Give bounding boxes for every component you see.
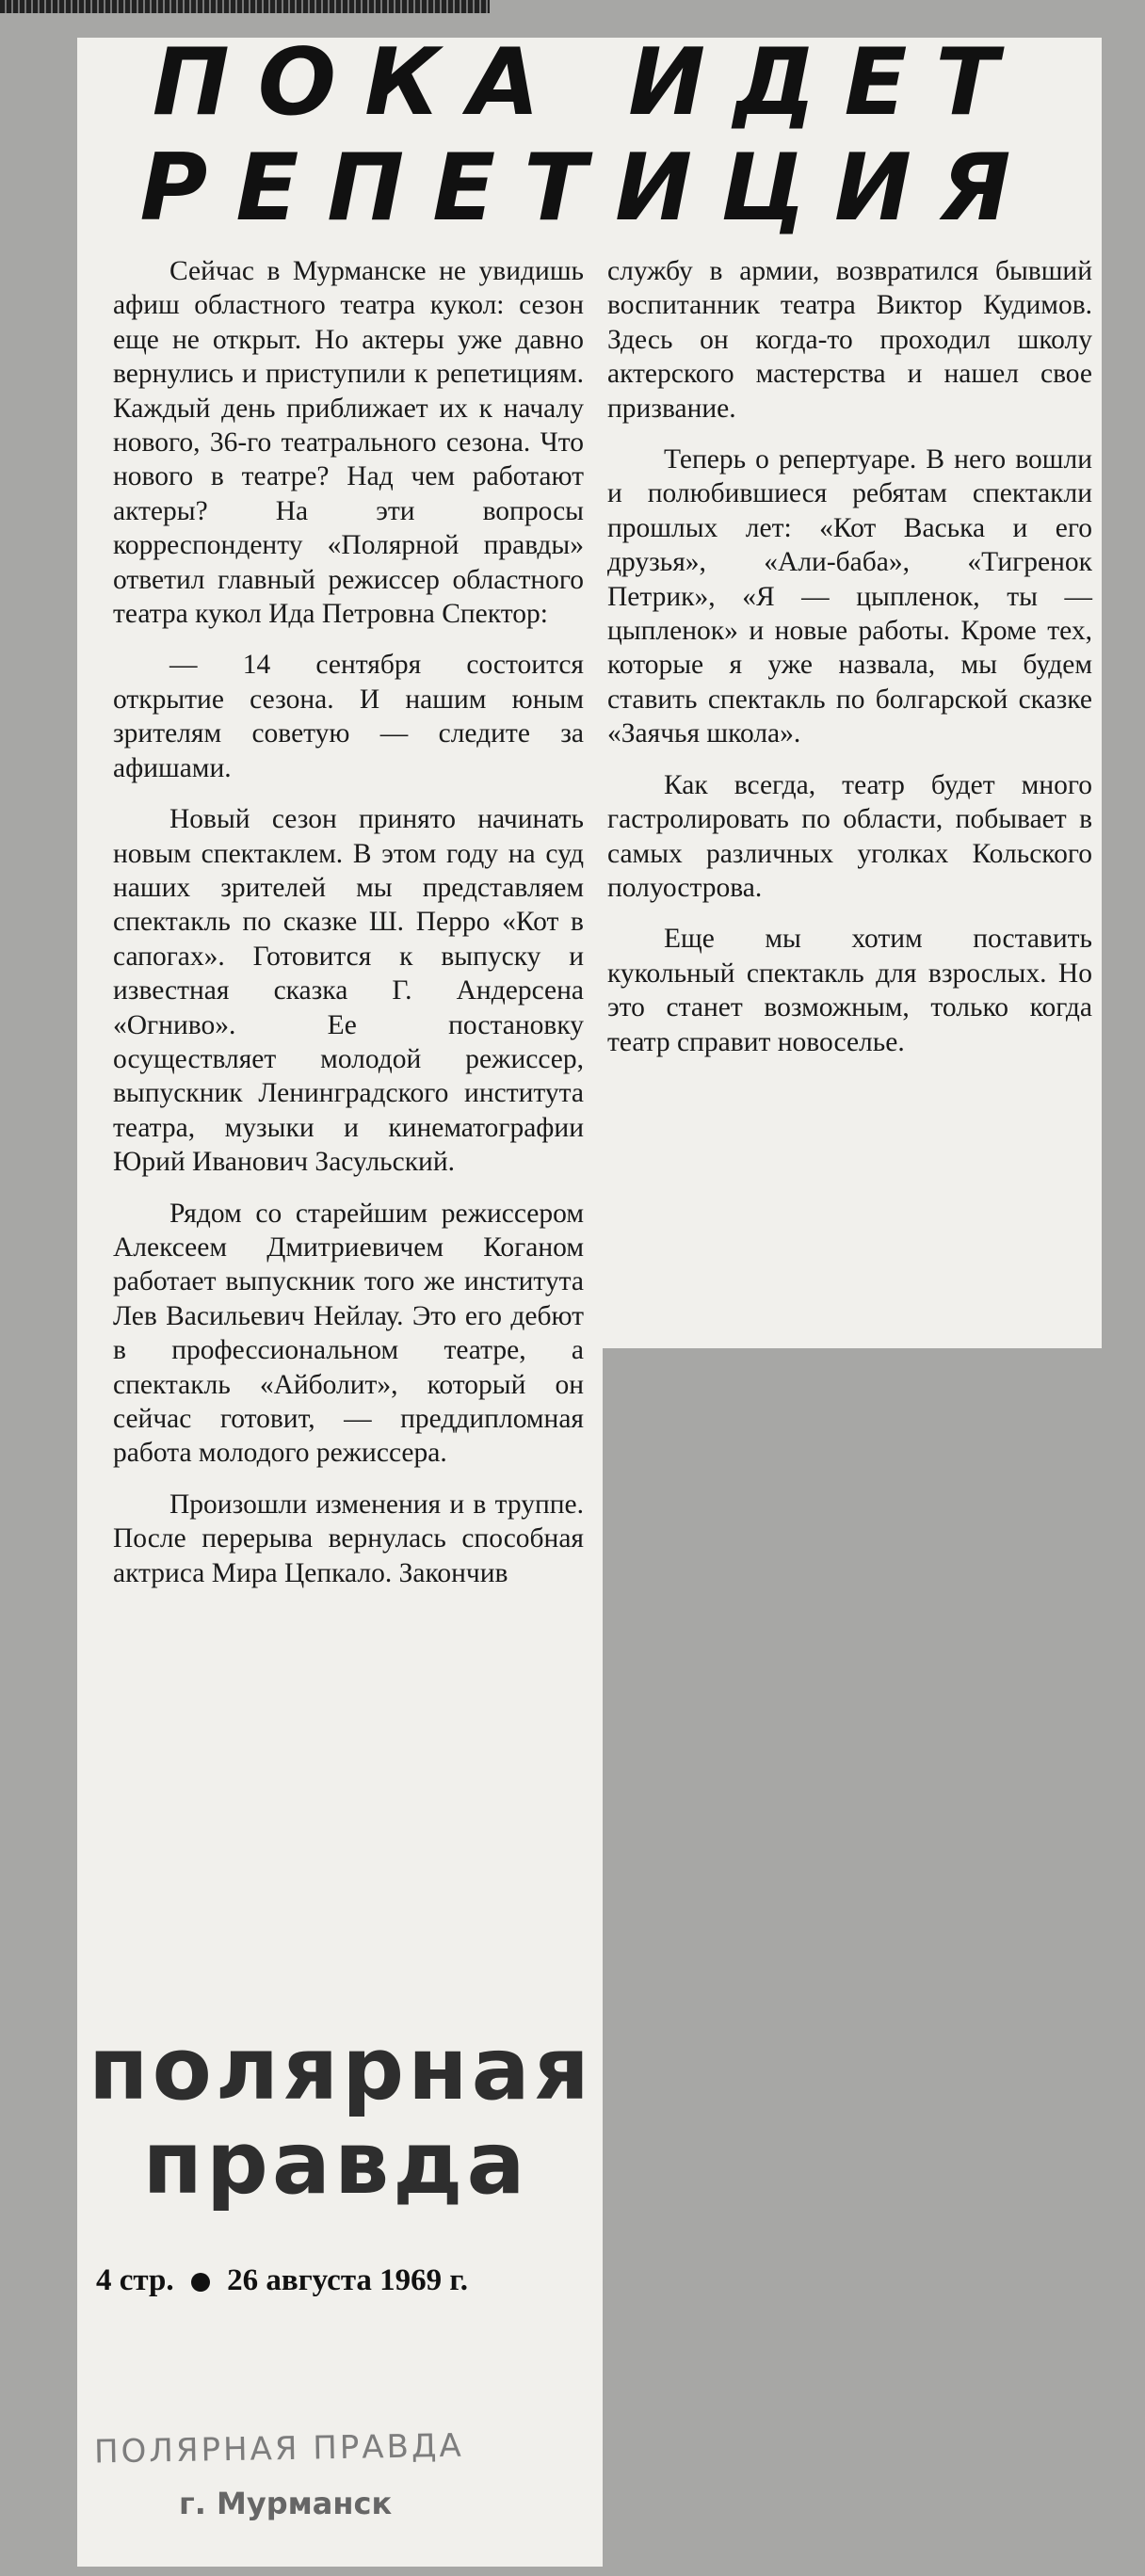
page-number: 4 стр. bbox=[96, 2263, 174, 2297]
article-column-left bbox=[113, 254, 584, 1607]
headline-line-1: ПОКА ИДЕТ bbox=[152, 29, 1027, 137]
issue-date: 26 августа 1969 г. bbox=[227, 2263, 468, 2297]
headline-line-2: РЕПЕТИЦИЯ bbox=[139, 135, 1040, 242]
paragraph: Теперь о репертуаре. В него вошли и полюбившиеся ребятам спектакли прошлых лет: «Кот Васька и его друзья», «Али-баба», «Тигренок Петрик», «Я — цыпленок, ты — цыпленок» и новые работы. Кроме тех, которые я уже назвала, мы будем ставить спектакль по болгарской сказке «Заячья школа». bbox=[607, 444, 1092, 749]
paragraph: Новый сезон принято начинать новым спектаклем. В этом году на суд наших зрителей мы представляем спектакль по сказке Ш. Перро «Кот в сапогах». Готовится к выпуску и известная сказка Г. Андерсена «Огниво». Ее постановку осуществляет молодой режиссер, выпускник Ленинградского института театра, музыки и кинематографии Юрий Иванович Засульский. bbox=[113, 804, 584, 1178]
paragraph: Произошли изменения и в труппе. После перерыва вернулась способная актриса Мира Цепкало. Закончив bbox=[113, 1489, 584, 1588]
masthead-line-1: полярная bbox=[89, 2019, 593, 2119]
masthead-rule bbox=[0, 0, 490, 13]
masthead-line-2: правда bbox=[142, 2113, 529, 2214]
paragraph: — 14 сентября состоится открытие сезона. И нашим юным зрителям советую — следите за афишами. bbox=[113, 650, 584, 783]
paragraph: Еще мы хотим поставить кукольный спектакль для взрослых. Но это станет возможным, только когда театр справит новоселье. bbox=[607, 924, 1092, 1057]
paragraph: службу в армии, возвратился бывший воспитанник театра Виктор Кудимов. Здесь он когда-то проходил школу актерского мастерства и нашел свое призвание. bbox=[607, 256, 1092, 424]
paragraph: Как всегда, театр будет много гастролировать по области, побывает в самых различных уголках Кольского полуострова. bbox=[607, 769, 1092, 903]
paragraph: Сейчас в Мурманске не увидишь афиш областного театра кукол: сезон еще не открыт. Но актеры уже давно вернулись и приступили к репетициям. Каждый день приближает их к началу нового, 36-го театрального сезона. Что нового в театре? Над чем работают актеры? На эти вопросы корреспонденту «Полярной правды» ответил главный режиссер областного театра кукол Ида Петровна Спектор: bbox=[113, 256, 584, 630]
stamp-city: г. Мурманск bbox=[179, 2486, 393, 2521]
bullet-icon bbox=[191, 2273, 210, 2292]
issue-info bbox=[96, 2263, 595, 2298]
article-column-right bbox=[607, 254, 1092, 1076]
paragraph: Рядом со старейшим режиссером Алексеем Дмитриевичем Коганом работает выпускник того же института Лев Васильевич Нейлау. Это его дебют в профессиональном театре, а спектакль «Айболит», который он сейчас готовит, — преддипломная работа молодого режиссера. bbox=[113, 1198, 584, 1469]
stamp-title: ПОЛЯРНАЯ ПРАВДА bbox=[93, 2426, 465, 2471]
